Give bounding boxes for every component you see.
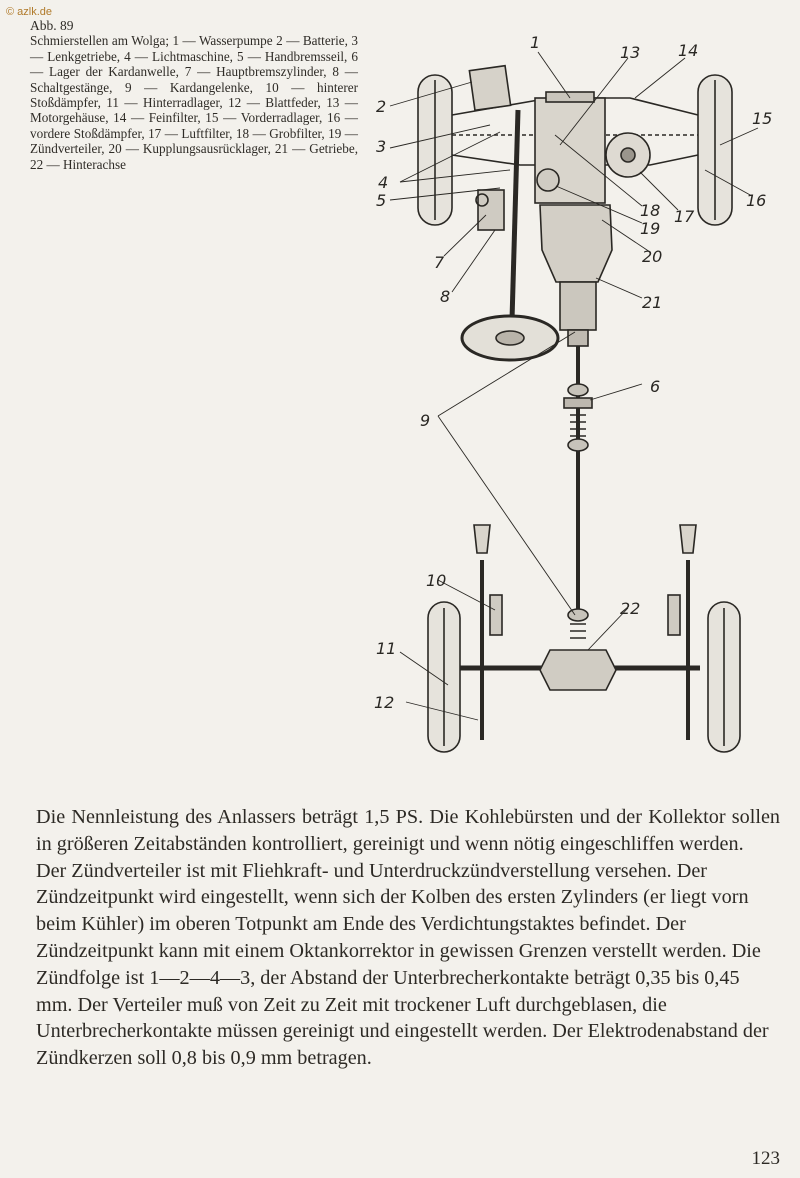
callout-1: 1	[530, 33, 541, 52]
differential	[540, 650, 616, 690]
figure-caption	[30, 18, 358, 172]
callout-21: 21	[642, 293, 663, 312]
figure-label: Abb. 89	[30, 18, 74, 33]
callout-8: 8	[440, 287, 451, 306]
gearbox	[560, 282, 596, 330]
paragraph-starter: Die Nennleistung des Anlassers beträgt 1,5 PS. Die Kohlebürsten und der Kollektor sollen in größeren Zeitabständen kontrolliert, gereinigt und wenn nötig eingeschliffen werden.	[36, 806, 780, 855]
watermark: © azlk.de	[6, 6, 53, 18]
callout-6: 6	[650, 377, 661, 396]
callout-4: 4	[378, 173, 389, 192]
callout-3: 3	[376, 137, 387, 156]
paragraph-distributor: Der Zündverteiler ist mit Fliehkraft- und Unterdruckzündverstellung versehen. Der Zündzeitpunkt wird eingestellt, wenn sich der Kolben des ersten Zylinders (er liegt vorn beim Kühler) im oberen Totpunkt am Ende des Verdichtungstaktes befindet. Der Zündzeitpunkt kann mit einem Oktankorrektor in gewissen Grenzen verstellt werden. Die Zündfolge ist 1—2—4—3, der Abstand der Unterbrecherkontakte beträgt 0,35 bis 0,45 mm. Der Verteiler muß von Zeit zu Zeit mit trockener Luft durchgeblasen, die Unterbrecherkontakte müssen gereinigt und eingestellt werden. Der Elektrodenabstand der Zündkerzen soll 0,8 bis 0,9 mm betragen.	[36, 859, 769, 1070]
callout-12: 12	[374, 693, 395, 712]
chassis-lubrication-diagram	[360, 20, 800, 760]
distributor	[537, 169, 559, 191]
callout-2: 2	[376, 97, 387, 116]
callout-5: 5	[376, 191, 387, 210]
callout-17: 17	[674, 207, 695, 226]
callout-13: 13	[620, 43, 641, 62]
chassis-drawing	[360, 20, 800, 760]
callout-15: 15	[752, 109, 773, 128]
callout-11: 11	[376, 639, 397, 658]
callout-7: 7	[434, 253, 445, 272]
callout-22: 22	[620, 599, 641, 618]
callout-9: 9	[420, 411, 431, 430]
battery	[469, 66, 510, 111]
callout-16: 16	[746, 191, 767, 210]
clutch-housing	[540, 205, 612, 282]
callout-18: 18	[640, 201, 661, 220]
callout-19: 19	[640, 219, 661, 238]
figure-legend: Schmierstellen am Wolga; 1 — Wasserpumpe 2 — Batterie, 3 — Lenkgetriebe, 4 — Lichtmaschine, 5 — Handbremsseil, 6 — Lager der Kardanwelle, 7 — Hauptbremszylinder, 8 — Schaltgestänge, 9 — Kardangelenke, 10 — hinterer Stoßdämpfer, 11 — Hinterradlager, 12 — Blattfeder, 13 — Motorgehäuse, 14 — Feinfilter, 15 — Vorderradlager, 16 — vordere Stoßdämpfer, 17 — Luftfilter, 18 — Grobfilter, 19 — Zündverteiler, 20 — Kupplungsausrücklager, 21 — Getriebe, 22 — Hinterachse	[30, 33, 358, 172]
callout-20: 20	[642, 247, 663, 266]
page-number: 123	[751, 1148, 780, 1169]
body-text	[36, 804, 780, 1072]
callout-10: 10	[426, 571, 447, 590]
callout-14: 14	[678, 41, 699, 60]
